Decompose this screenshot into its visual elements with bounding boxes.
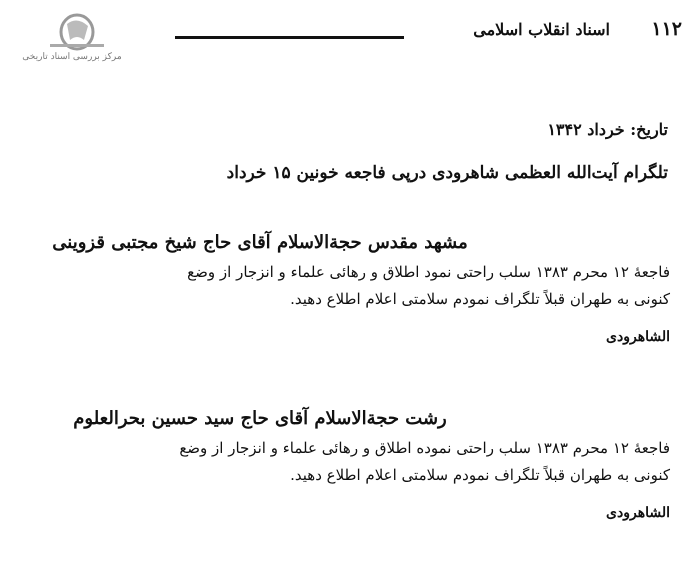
telegram-heading: رشت حجة‌الاسلام آقای حاج سید حسین بحرالعلوم: [73, 408, 447, 429]
telegram-body: [20, 435, 670, 489]
telegram-body-line: کنونی به طهران قبلاً تلگراف نمودم سلامتی اعلام اطلاع دهید.: [290, 466, 670, 484]
telegram-1: [20, 232, 670, 345]
telegram-body-line: فاجعهٔ ۱۲ محرم ۱۳۸۳ سلب راحتی نموده اطلاق و رهائی علماء و انزجار از وضع: [179, 439, 670, 457]
telegram-2: [20, 408, 670, 521]
telegram-body: [20, 259, 670, 313]
page-number: ۱۱۲: [651, 18, 682, 40]
running-title: اسناد انقلاب اسلامی: [473, 20, 610, 39]
document-date: تاریخ: خرداد ۱۳۴۲: [547, 120, 668, 139]
page-header: [0, 6, 700, 66]
header-rule: [175, 36, 404, 39]
telegram-signature: الشاهرودی: [606, 329, 670, 345]
telegram-body-line: کنونی به طهران قبلاً تلگراف نمودم سلامتی اعلام اطلاع دهید.: [290, 290, 670, 308]
telegram-signature: الشاهرودی: [606, 505, 670, 521]
telegram-heading: مشهد مقدس حجة‌الاسلام آقای حاج شیخ مجتبی قزوینی: [52, 232, 468, 253]
telegram-body-line: فاجعهٔ ۱۲ محرم ۱۳۸۳ سلب راحتی نمود اطلاق و رهائی علماء و انزجار از وضع: [187, 263, 670, 281]
document-subject: تلگرام آیت‌الله العظمی شاهرودی درپی فاجعه خونین ۱۵ خرداد: [226, 163, 668, 183]
logo-caption: مرکز بررسی اسناد تاریخی: [22, 52, 122, 62]
